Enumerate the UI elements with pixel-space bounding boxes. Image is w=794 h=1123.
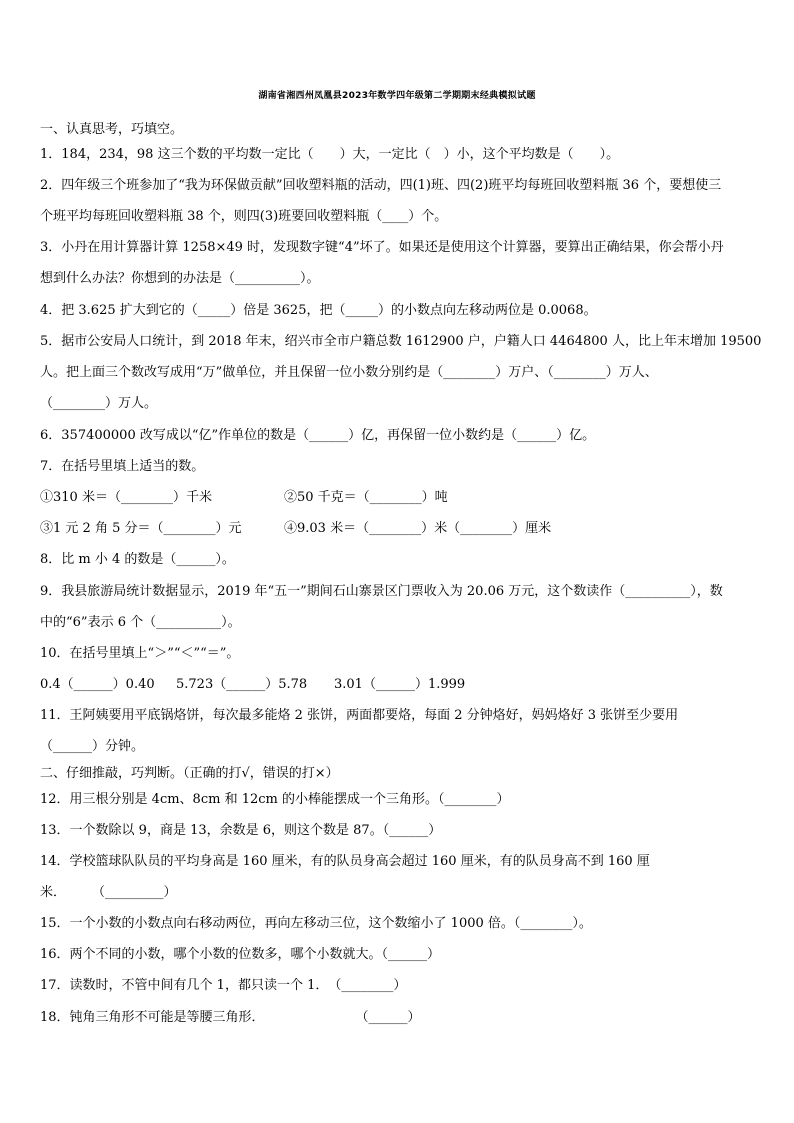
question-5-line-1: 5．据市公安局人口统计，到 2018 年末，绍兴市全市户籍总数 1612900 户，户籍人口 4464800 人，比上年末增加 19500 bbox=[40, 334, 762, 349]
section-1-heading: 一、认真思考，巧填空。 bbox=[40, 122, 184, 137]
question-8: 8．比 m 小 4 的数是（______）。 bbox=[40, 552, 235, 567]
question-5-line-2: 人。把上面三个数改写成用“万”做单位，并且保留一位小数分别约是（________）万户、（________）万人、 bbox=[40, 365, 658, 380]
question-13: 13．一个数除以 9，商是 13，余数是 6，则这个数是 87。（______） bbox=[40, 823, 442, 838]
question-11-line-1: 11．王阿姨要用平底锅烙饼，每次最多能烙 2 张饼，两面都要烙，每面 2 分钟烙好，妈妈烙好 3 张饼至少要用 bbox=[40, 708, 679, 723]
question-7-item-3: ③1 元 2 角 5 分＝（________）元 bbox=[40, 521, 242, 536]
question-12: 12．用三根分别是 4cm、8cm 和 12cm 的小棒能摆成一个三角形。（________） bbox=[40, 792, 510, 807]
question-10: 10．在括号里填上“＞”“＜”“＝”。 bbox=[40, 646, 240, 661]
section-2-heading: 二、仔细推敲，巧判断。（正确的打√，错误的打×） bbox=[40, 766, 339, 781]
question-14-line-2: 米． （_________） bbox=[40, 885, 177, 900]
question-10-item-1: 0.4（______）0.40 bbox=[40, 677, 155, 692]
question-7-item-2: ②50 千克＝（________）吨 bbox=[284, 490, 448, 505]
question-3-line-1: 3．小丹在用计算器计算 1258×49 时，发现数字键“4”坏了。如果还是使用这个计算器，要算出正确结果，你会帮小丹 bbox=[40, 240, 724, 255]
question-7-item-4: ④9.03 米＝（________）米（________）厘米 bbox=[284, 521, 552, 536]
question-6: 6．357400000 改写成以“亿”作单位的数是（______）亿，再保留一位小数约是（______）亿。 bbox=[40, 428, 596, 443]
question-7-item-1: ①310 米＝（________）千米 bbox=[40, 490, 212, 505]
question-11-line-2: （______）分钟。 bbox=[40, 739, 145, 754]
question-16: 16．两个不同的小数，哪个小数的位数多，哪个小数就大。（______） bbox=[40, 947, 441, 962]
question-7: 7．在括号里填上适当的数。 bbox=[40, 459, 205, 474]
question-18: 18．钝角三角形不可能是等腰三角形． （______） bbox=[40, 1010, 421, 1025]
question-15: 15．一个小数的小数点向右移动两位，再向左移动三位，这个数缩小了 1000 倍。（________）。 bbox=[40, 916, 592, 931]
question-5-line-3: （________）万人。 bbox=[40, 396, 158, 411]
question-2-line-2: 个班平均每班回收塑料瓶 38 个，则四(3)班要回收塑料瓶（____）个。 bbox=[40, 209, 448, 224]
question-10-item-3: 3.01（______）1.999 bbox=[334, 677, 466, 692]
question-9-line-2: 中的“6”表示 6 个（__________）。 bbox=[40, 615, 241, 630]
question-1: 1．184，234，98 这三个数的平均数一定比（ ）大，一定比（ ）小，这个平均数是（ ）。 bbox=[40, 147, 620, 162]
question-2-line-1: 2．四年级三个班参加了“我为环保做贡献”回收塑料瓶的活动，四(1)班、四(2)班平均每班回收塑料瓶 36 个，要想使三 bbox=[40, 178, 722, 193]
question-10-item-2: 5.723（______）5.78 bbox=[176, 677, 308, 692]
question-4: 4．把 3.625 扩大到它的（_____）倍是 3625，把（_____）的小数点向左移动两位是 0.0068。 bbox=[40, 303, 597, 318]
page-title: 湖南省湘西州凤凰县2023年数学四年级第二学期期末经典模拟试题 bbox=[258, 91, 536, 101]
question-14-line-1: 14．学校篮球队队员的平均身高是 160 厘米，有的队员身高会超过 160 厘米，有的队员身高不到 160 厘 bbox=[40, 854, 650, 869]
question-9-line-1: 9．我县旅游局统计数据显示，2019 年“五一”期间石山寨景区门票收入为 20.06 万元，这个数读作（__________），数 bbox=[40, 584, 723, 599]
question-3-line-2: 想到什么办法？你想到的办法是（__________）。 bbox=[40, 271, 320, 286]
question-17: 17．读数时，不管中间有几个 1，都只读一个 1． （________） bbox=[40, 978, 407, 993]
